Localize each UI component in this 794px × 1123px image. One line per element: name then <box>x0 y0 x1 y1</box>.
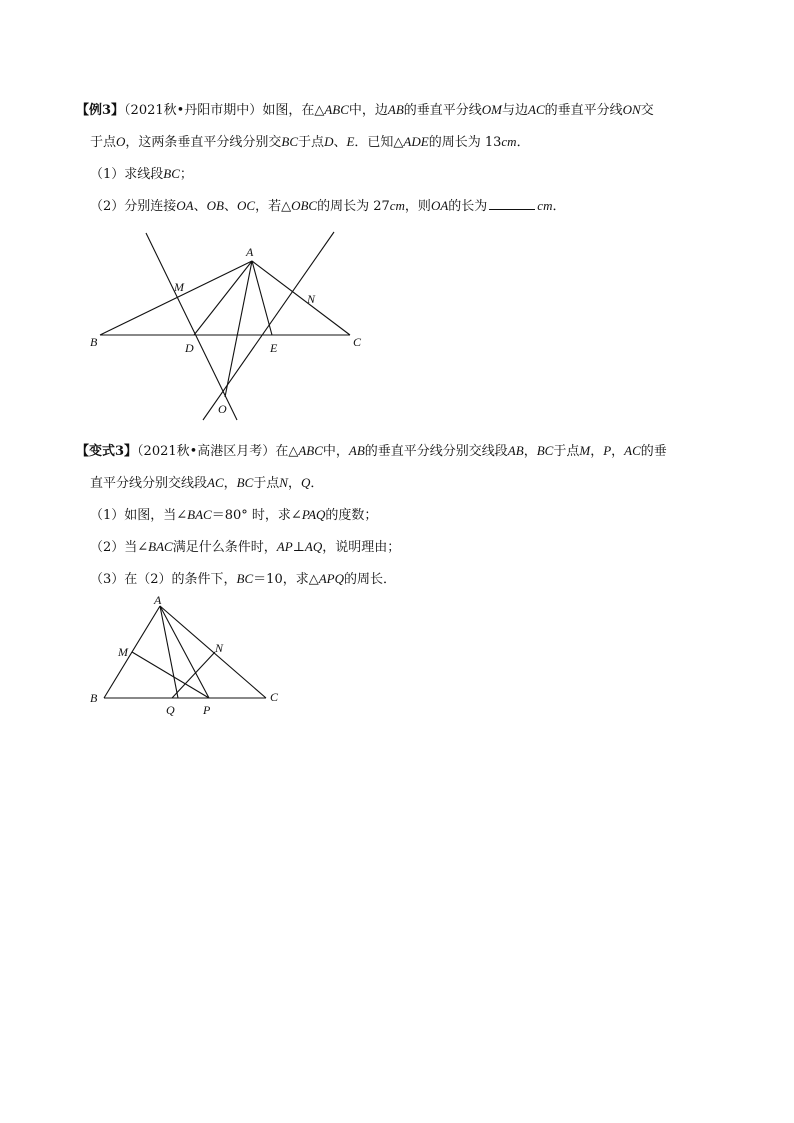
answer-blank[interactable] <box>489 197 535 210</box>
text: （2）当∠ <box>90 540 149 555</box>
segment-ad <box>194 261 252 335</box>
var-oa: OA <box>176 198 194 213</box>
ex3-line-2 <box>90 133 530 152</box>
text: 的垂直平分线 <box>544 103 623 118</box>
segment-ab <box>100 261 252 335</box>
var-paq: PAQ <box>301 507 326 522</box>
label-d: D <box>185 341 194 355</box>
text: 满足什么条件时， <box>172 540 277 555</box>
text: ＝80° 时，求∠ <box>211 508 302 523</box>
label-a: A <box>154 593 162 607</box>
text: 的垂直平分线 <box>403 103 482 118</box>
var-ac: AC <box>624 443 641 458</box>
var-obc: OBC <box>291 198 318 213</box>
text: ； <box>179 167 193 182</box>
var-m: M <box>579 443 591 458</box>
label-p: P <box>203 703 211 717</box>
text: ， <box>523 444 537 459</box>
text: 交 <box>640 103 654 118</box>
text: ＝10，求△ <box>253 572 319 587</box>
var-bac: BAC <box>148 539 173 554</box>
var3-line-1 <box>76 442 667 461</box>
var3-question-2 <box>90 538 400 557</box>
label-c: C <box>270 690 279 704</box>
label-q: Q <box>166 703 175 717</box>
ex3-tag: 【例3】 <box>76 103 125 118</box>
var3-line-2 <box>90 474 323 493</box>
segment-ae <box>252 261 272 335</box>
var-abc: ABC <box>324 102 349 117</box>
text: ，则 <box>404 199 431 214</box>
text: 的长为 <box>448 199 488 214</box>
text: ．已知△ <box>354 135 404 150</box>
var-bc: BC <box>281 134 299 149</box>
text: 于点 <box>298 135 325 150</box>
text: 在△ <box>275 444 299 459</box>
text: 的度数； <box>325 508 378 523</box>
text: 于点 <box>90 135 117 150</box>
text: ． <box>552 199 566 214</box>
var-ac: AC <box>528 102 545 117</box>
var-bc: BC <box>236 571 254 586</box>
text: （3）在（2）的条件下， <box>90 572 237 587</box>
text: 直平分线分别交线段 <box>90 476 208 491</box>
var-p: P <box>603 443 612 458</box>
var-ac: AC <box>207 475 224 490</box>
segment-ao <box>225 261 252 397</box>
var-d: D <box>324 134 334 149</box>
var-oc: OC <box>237 198 256 213</box>
text: 的垂直平分线分别交线段 <box>364 444 508 459</box>
text: 如图，在△ <box>262 103 325 118</box>
label-b: B <box>90 335 98 349</box>
label-m: M <box>174 280 184 294</box>
var3-tag: 【变式3】 <box>76 444 138 459</box>
text: ， <box>223 476 237 491</box>
var-abc: ABC <box>298 443 323 458</box>
var-ab: AB <box>348 443 365 458</box>
label-n: N <box>307 292 316 306</box>
text: ，说明理由； <box>322 540 401 555</box>
var-aq: AQ <box>304 539 323 554</box>
text: 、 <box>193 199 207 214</box>
var-ob: OB <box>206 198 224 213</box>
label-e: E <box>270 341 278 355</box>
var-bc: BC <box>536 443 554 458</box>
ex3-question-2 <box>90 197 565 216</box>
text: 中， <box>322 444 349 459</box>
segment-mp <box>132 652 209 698</box>
text: 的垂 <box>640 444 667 459</box>
unit-cm: cm <box>501 134 517 149</box>
text: 的周长． <box>344 572 397 587</box>
var-n: N <box>279 475 288 490</box>
var-om: OM <box>481 102 503 117</box>
text: 与边 <box>502 103 529 118</box>
label-n: N <box>215 641 224 655</box>
text: ， <box>611 444 625 459</box>
var-ab: AB <box>507 443 524 458</box>
segment-ac <box>160 606 266 698</box>
ex3-source: （2021秋•丹阳市期中） <box>124 103 263 118</box>
var-oa: OA <box>430 198 449 213</box>
var3-source: （2021秋•高港区月考） <box>137 444 276 459</box>
label-b: B <box>90 691 98 705</box>
segment-ap <box>160 606 209 698</box>
var-q: Q <box>300 475 311 490</box>
unit-cm: cm <box>389 198 405 213</box>
text: ． <box>310 476 324 491</box>
text: 、 <box>333 135 347 150</box>
segment-nq <box>172 652 215 698</box>
segment-aq <box>160 606 178 698</box>
label-o: O <box>218 402 227 416</box>
var-bc: BC <box>163 166 180 181</box>
segment-ac <box>252 261 350 335</box>
var-e: E <box>346 134 355 149</box>
label-a: A <box>246 245 254 259</box>
var-bac: BAC <box>187 507 212 522</box>
text: 于点 <box>253 476 280 491</box>
perp-symbol: ⊥ <box>292 540 305 555</box>
var3-question-3 <box>90 570 396 589</box>
text: （2）分别连接 <box>90 199 177 214</box>
var-ade: ADE <box>403 134 429 149</box>
segment-ab <box>104 606 160 698</box>
var-apq: APQ <box>318 571 344 586</box>
text: 、 <box>223 199 237 214</box>
text: ， <box>287 476 301 491</box>
line-on <box>203 232 334 420</box>
var-on: ON <box>622 102 641 117</box>
text: （1）求线段 <box>90 167 164 182</box>
text: ，这两条垂直平分线分别交 <box>125 135 282 150</box>
text: ． <box>516 135 530 150</box>
text: 中，边 <box>348 103 388 118</box>
text: ， <box>590 444 604 459</box>
var-ap: AP <box>276 539 293 554</box>
text: ，若△ <box>255 199 292 214</box>
text: （1）如图，当∠ <box>90 508 188 523</box>
text: 于点 <box>553 444 580 459</box>
ex3-line-1 <box>76 101 654 120</box>
var-o: O <box>116 134 126 149</box>
line-om <box>146 233 237 420</box>
label-c: C <box>353 335 362 349</box>
unit-cm: cm <box>537 198 553 213</box>
ex3-question-1 <box>90 165 193 184</box>
var3-question-1 <box>90 506 377 525</box>
var-ab: AB <box>387 102 404 117</box>
var-bc: BC <box>236 475 254 490</box>
label-m: M <box>118 645 128 659</box>
text: 的周长为 27 <box>317 199 390 214</box>
text: 的周长为 13 <box>428 135 502 150</box>
